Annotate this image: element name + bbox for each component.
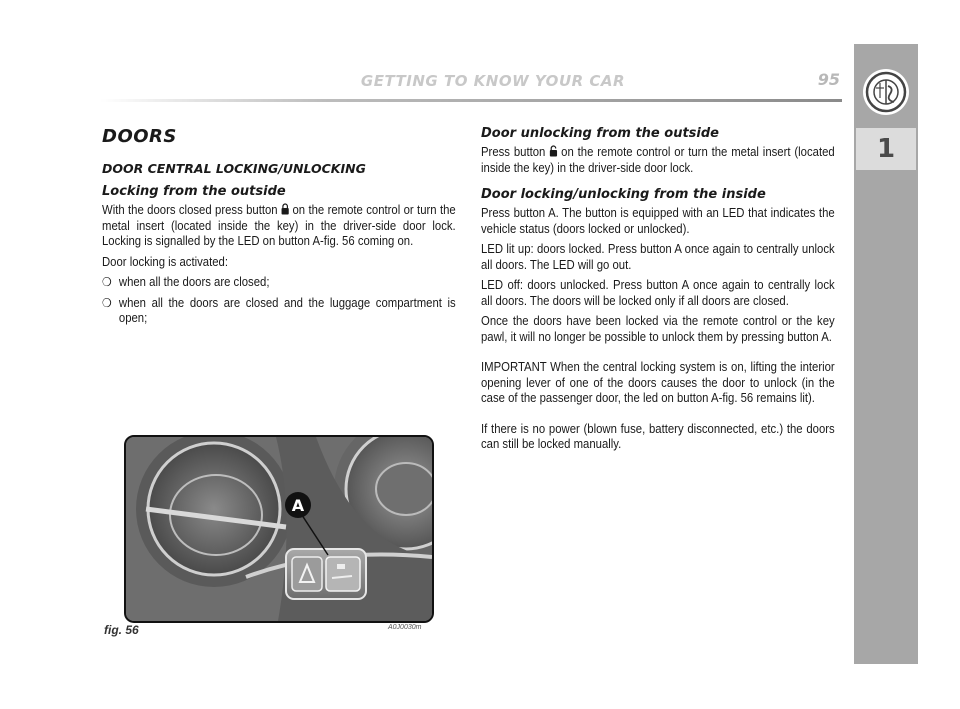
- list-item: [102, 275, 456, 291]
- figure-code: A0J0030m: [388, 624, 422, 631]
- lock-icon: [281, 203, 289, 215]
- inside-paragraph-4: Once the doors have been locked via the remote control or the key pawl, it will no longer be possible to unlock them by pressing button A.: [481, 314, 835, 344]
- callout-label: A: [291, 496, 305, 515]
- right-column: [481, 126, 835, 458]
- locking-outside-paragraph: [102, 203, 456, 250]
- running-header-title: GETTING TO KNOW YOUR CAR: [360, 72, 626, 90]
- figure-image: [124, 435, 434, 623]
- page-number: 95: [817, 70, 840, 89]
- list-item: [102, 296, 456, 327]
- chapter-number: 1: [856, 128, 916, 170]
- para-text: With the doors closed press button: [102, 203, 278, 217]
- section-subtitle: DOOR CENTRAL LOCKING/UNLOCKING: [102, 161, 366, 176]
- para-text: on the remote control or turn the metal insert (located inside the key) in the driver-side door lock. Locking is signalled by the LED on button A-fig. 56 coming on.: [102, 203, 456, 248]
- power-paragraph: If there is no power (blown fuse, battery disconnected, etc.) the doors can still be locked manually.: [481, 421, 835, 451]
- unlocking-outside-paragraph: [481, 145, 835, 176]
- locking-activated-paragraph: Door locking is activated:: [102, 254, 228, 269]
- section-title: DOORS: [102, 126, 177, 147]
- left-column: [102, 126, 456, 332]
- inside-paragraph-3: LED off: doors unlocked. Press button A once again to centrally lock all doors. The doors will be locked only if all doors are closed.: [481, 278, 835, 308]
- inside-paragraph-2: LED lit up: doors locked. Press button A once again to centrally unlock all doors. The LED will go out.: [481, 242, 835, 272]
- para-text: Press button: [481, 145, 546, 159]
- header-rule: [100, 99, 842, 102]
- important-paragraph: IMPORTANT When the central locking system is on, lifting the interior opening lever of one of the doors causes the door to unlock (in the case of the passenger door, the led on button A-fig. 56 remains lit).: [481, 360, 835, 405]
- para-text: on the remote control or turn the metal insert (located inside the key) in the driver-side door lock.: [481, 145, 835, 175]
- inside-paragraph-1: Press button A. The button is equipped with an LED that indicates the vehicle status (doors locked or unlocked).: [481, 206, 835, 236]
- locking-inside-heading: Door locking/unlocking from the inside: [481, 187, 766, 202]
- unlocking-outside-heading: Door unlocking from the outside: [481, 126, 719, 141]
- figure-caption: fig. 56: [104, 623, 139, 637]
- brand-logo-icon: [862, 68, 910, 116]
- bullet-icon: ❍: [102, 295, 112, 310]
- list-item-text: when all the doors are closed and the luggage compartment is open;: [118, 295, 456, 325]
- list-item-text: when all the doors are closed;: [118, 275, 270, 289]
- dashboard-illustration: [126, 437, 432, 621]
- unlock-icon: [549, 145, 557, 157]
- bullet-icon: ❍: [102, 275, 112, 289]
- locking-outside-heading: Locking from the outside: [102, 184, 286, 199]
